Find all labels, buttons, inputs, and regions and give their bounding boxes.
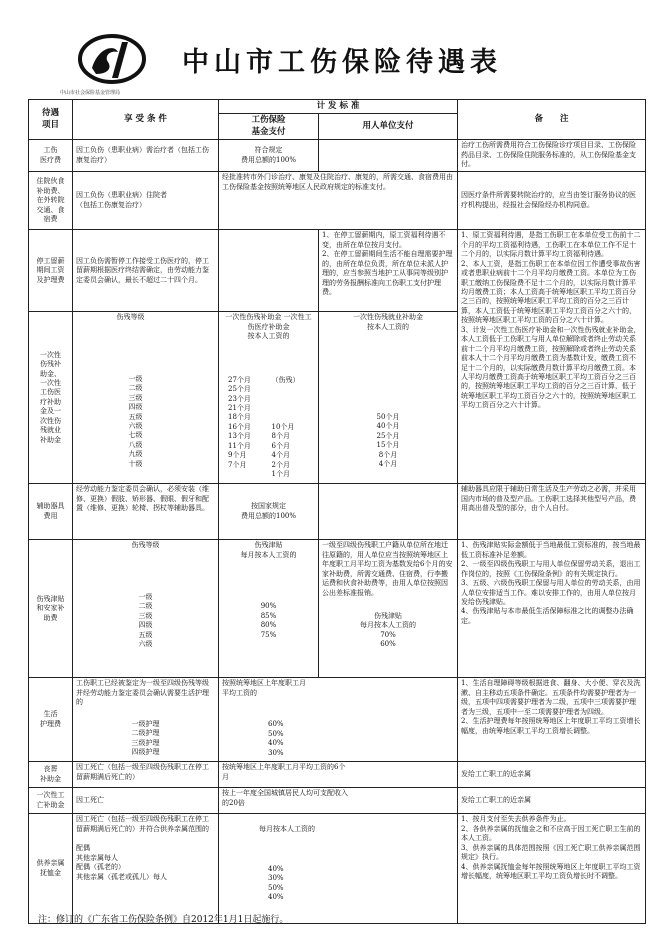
page-title: 中山市工伤保险待遇表: [182, 47, 502, 78]
grade-item: 二级: [138, 602, 153, 611]
grade-item: 一级: [138, 592, 153, 601]
item-cell: 住院伙食 补助费、 在外转院 交通、食 宿费: [29, 172, 73, 230]
item-cell: 一次性 伤残补 助金、 一次性 工伤医 疗补助 金及一 次性伤 残就业 补助金: [29, 312, 73, 484]
condition-cell: 因工死亡（包括一级至四级伤残职工在停工留薪期满后死亡的）: [73, 762, 219, 788]
table-row: [29, 230, 646, 312]
remark-cell: 辅助器具应限于辅助日常生活及生产劳动之必需，并采用国内市场的普及型产品。工伤职工选择其他型号产品，费用高出普及型的部分，由个人自付。: [458, 484, 646, 540]
month-value: 27个月: [228, 375, 251, 384]
grade-item: 三级: [128, 393, 143, 402]
month-value: 16个月: [228, 422, 251, 431]
remark-cell: 治疗工伤所需费用符合工伤保险诊疗项目目录、工伤保险药品目录、工伤保险住院服务标准的，从工伤保险基金支付。: [458, 140, 646, 172]
allowance-pct: [222, 602, 315, 659]
grade-item: 六级: [128, 422, 143, 431]
condition-cell: [73, 540, 219, 678]
pct-value: 90%: [260, 602, 277, 611]
fund-cell: 经批准转市外门诊治疗、康复及住院治疗、康复的，所需交通、食宿费用由工伤保险基金按照统筹地区人民政府规定的标准支付。: [219, 172, 458, 230]
month-value: 15个月: [376, 441, 400, 450]
item-cell: 停工留薪 期间工资 及护理费: [29, 230, 73, 312]
condition-cell: [73, 678, 219, 762]
fund-header: 伤残津贴 每月按本人工资的: [240, 541, 297, 559]
month-value: 2个月: [271, 460, 290, 469]
condition-cell: 因工负伤（患职业病）住院者 （包括工伤康复治疗）: [73, 172, 219, 230]
grade-item: 四级: [128, 403, 143, 412]
extra-header: （伤残）: [271, 375, 300, 384]
fund-cell: [219, 230, 319, 312]
col-header-condition: 享 受 条 件: [73, 100, 219, 140]
pct-value: 60%: [380, 640, 396, 649]
employer-cell: [319, 484, 458, 540]
fund-cell: [219, 814, 458, 924]
remark-cell: 发给工亡职工的近亲属: [458, 788, 646, 814]
grade-header: 伤残等级: [131, 541, 160, 550]
grade-item: 六级: [138, 640, 153, 649]
item-cell: 生活 护理费: [29, 678, 73, 762]
month-value: 8个月: [378, 450, 398, 459]
month-value: 18个月: [228, 413, 251, 422]
condition-cell: 因工死亡: [73, 788, 219, 814]
employer-cell: 1、在停工留薪期内，原工资福利待遇不变，由所在单位按月支付。 2、在停工留薪期间生活不能自理需要护理的，由所在单位负责，所在单位未派人护理的，应当参照当地护工从事同等级别护理的劳务报酬标准向工伤职工支付护理费。: [319, 230, 458, 312]
item-cell: 丧葬 补助金: [29, 762, 73, 788]
month-value: 11个月: [228, 441, 251, 450]
employer-header: 伤残津贴 每月按本人工资的: [360, 612, 416, 630]
dependent-item: 其他亲属（孤老或孤儿）每人: [76, 872, 167, 881]
si-logo-icon: [78, 34, 146, 84]
remark-cell: 1、按月支付至失去供养条件为止。 2、各供养亲属的抚恤金之和不应高于因工死亡职工生前的本人工资。 3、供养亲属的具体范围按照《因工死亡职工供养亲属范围规定》执行。 4、供养亲属抚恤金每年按照统筹地区上年度职工平均工资增长幅度，统筹地区职工平均工资负增长时不调整。: [458, 814, 646, 924]
grade-item: 七级: [128, 431, 143, 440]
table-row: [29, 172, 646, 230]
item-cell: 工伤 医疗费: [29, 140, 73, 172]
dependent-pct: [222, 865, 454, 903]
nursing-level-item: 四级护理: [131, 748, 160, 757]
grade-item: 十级: [128, 459, 143, 468]
fund-cell: [219, 540, 319, 678]
month-value: [272, 385, 316, 394]
grade-item: 五级: [138, 630, 153, 639]
table-row: [29, 140, 646, 172]
employer-header: 一次性伤残就业补助金 按本人工资的: [353, 313, 423, 331]
pct-value: 40%: [268, 864, 284, 873]
col-header-employer: 用人单位支付: [319, 114, 458, 140]
employer-cell: [319, 540, 458, 678]
month-value: 10个月: [271, 422, 295, 431]
nursing-level-item: 二级护理: [131, 729, 160, 738]
condition-cell: [73, 312, 219, 484]
grade-item: 四级: [138, 621, 153, 630]
pct-value: 40%: [268, 893, 284, 902]
remark-cell: 发给工亡职工的近亲属: [458, 762, 646, 788]
grade-item: 五级: [128, 412, 143, 421]
dependent-item: 其他亲属每人: [76, 853, 118, 862]
fund-cell: [219, 762, 458, 788]
nursing-level-item: 三级护理: [131, 738, 160, 747]
month-value: [322, 394, 454, 403]
table-row: [29, 814, 646, 924]
fund-cell: [219, 788, 458, 814]
fund-cell: [219, 678, 458, 762]
month-value: 1个月: [271, 470, 290, 479]
nursing-level-item: 一级护理: [131, 719, 160, 728]
nursing-levels: [76, 720, 215, 758]
medical-months: [222, 376, 272, 480]
pct-value: 80%: [260, 621, 277, 630]
month-value: [272, 395, 316, 404]
grade-list: [73, 375, 216, 469]
col-header-standard: 计 发 标 准: [219, 100, 458, 114]
logo-caption: 中山市社会保险基金管理局: [60, 90, 121, 96]
month-value: 25个月: [376, 431, 400, 440]
fund-header: 按照统筹地区上年度职工月 平均工资的: [222, 679, 306, 697]
condition-text: 因工死亡（包括一级至四级伤残职工在停工留薪期满后死亡的）并符合供养亲属范围的: [76, 815, 209, 833]
month-value: 40个月: [376, 422, 400, 431]
month-value: [322, 385, 454, 394]
month-value: 23个月: [228, 394, 251, 403]
month-value: 8个月: [271, 432, 290, 441]
table-row: [29, 762, 646, 788]
benefits-table: [28, 99, 646, 924]
disability-months: [272, 385, 316, 479]
remark-cell: 1、生活自理障碍等级根据进食、翻身、大小便、穿衣及洗漱、自主移动五项条件确定。五项条件均需要护理者为一级，五项中四项需要护理者为二级，五项中三项需要护理者为三级，五项中一至二项需要护理者为四级。 2、生活护理费每年按照统筹地区上年度职工平均工资增长幅度，由统筹地区职工平均工资增长调整。: [458, 678, 646, 762]
month-value: 13个月: [228, 432, 251, 441]
resettlement-text: 一级至四级伤残职工户籍从单位所在地迁往原籍的，用人单位应当按照统筹地区上年度职工月平均工资为基数发给6个月的安家补助费，所需交通费、住宿费，行李搬运费和伙食补助费等，由用人单位按照因公出差标准报销。: [322, 541, 453, 597]
item-cell: 伤残津贴 和安家补 助费: [29, 540, 73, 678]
month-value: 9个月: [228, 451, 247, 460]
month-value: 21个月: [228, 404, 251, 413]
condition-cell: 因工负伤（患职业病）需治疗者（包括工伤康复治疗）: [73, 140, 219, 172]
grade-item: 二级: [128, 384, 143, 393]
condition-cell: [73, 814, 219, 924]
grade-list: [76, 593, 215, 650]
fund-text: 按上一年度全国城镇居民人均可支配收入的20倍: [222, 789, 348, 807]
month-value: 4个月: [271, 451, 290, 460]
item-cell: 供养亲属 抚恤金: [29, 814, 73, 924]
item-cell: 辅助器具 费用: [29, 484, 73, 540]
month-value: [322, 404, 454, 413]
table-row: [29, 678, 646, 762]
grade-item: 九级: [128, 450, 143, 459]
table-row: [29, 788, 646, 814]
fund-header: 一次性伤残补助金 一次性工伤医疗补助金 按本人工资的: [225, 313, 312, 341]
remark-cell: 1、原工资福利待遇，是指工伤职工在本单位受工伤前十二个月的平均工资福利待遇，工伤职工在本单位工作不足十二个月的，以实际月数计算平均工资福利待遇。 2、本人工资，是指工伤职工在本单位因工作遭受事故伤害或者患职业病前十二个月平均月缴费工资。本单位为工伤职工缴纳工伤保险费不足十二个月的，以实际月数计算平均月缴费工资；本人工资高于统筹地区职工平均工资百分之三百的，按照统筹地区职工平均工资的百分之三百计算，本人工资低于统筹地区职工平均工资百分之六十的，按照统筹地区职工平均工资的百分之六十计算。 3、计发一次性工伤医疗补助金和一次性伤残就业补助金，本人工资低于工伤职工与用人单位解除或者终止劳动关系前十二个月平均月缴费工资，按照解除或者终止劳动关系前本人十二个月平均月缴费工资为基数计发，缴费工资不足十二个月的，以实际缴费月数计算平均月缴费工资。本人平均月缴费工资高于统筹地区职工平均工资百分之三百的，按照统筹地区职工平均工资的百分之三百计算，低于统筹地区职工平均工资百分之六十的，按照统筹地区职工平均工资百分之六十计算。: [458, 230, 646, 484]
grade-header: 伤残等级: [116, 313, 145, 322]
remark-cell: 因医疗条件所需要转院治疗的，应当由签订服务协议的医疗机构提出，经报社会保险经办机构同意。: [458, 172, 646, 230]
pct-value: 30%: [268, 748, 284, 757]
pct-value: 50%: [268, 883, 284, 892]
employment-months: [322, 375, 454, 469]
dependent-item: 配偶（孤老的）: [76, 863, 125, 872]
col-header-fund: 工伤保险 基金支付: [219, 114, 319, 140]
pct-value: [222, 649, 315, 658]
fund-text: 按统筹地区上年度职工月平均工资的6个月: [222, 763, 346, 781]
month-value: 25个月: [228, 385, 251, 394]
remark-cell: 1、伤残津贴实际金额低于当地最低工资标准的，按当地最低工资标准补足差额。 2、一级至四级伤残职工与用人单位保留劳动关系，退出工作岗位的，按照《工伤保险条例》的有关规定执行。 3、五级、六级伤残职工保留与用人单位的劳动关系，由用人单位安排适当工作。难以安排工作的，由用人单位按月发给伤残津贴。 4、伤残津贴与本市最低生活保障标准之比的调整办法确定。: [458, 540, 646, 678]
pct-value: 70%: [380, 630, 396, 639]
pct-value: 85%: [260, 611, 277, 620]
employer-pct: [322, 631, 454, 650]
month-value: [322, 375, 454, 384]
fund-cell: 符合规定 费用总额的100%: [219, 140, 319, 172]
col-header-remark: 备 注: [458, 100, 646, 140]
item-cell: 一次性工 亡补助金: [29, 788, 73, 814]
footnote: 注：修订的《广东省工伤保险条例》自2012年1月1日起施行。: [38, 915, 289, 925]
condition-text: 工伤职工已经被鉴定为一级至四级伤残等级并经劳动能力鉴定委员会确认需要生活护理的: [76, 679, 209, 707]
nursing-pct: [222, 720, 454, 758]
month-value: 7个月: [228, 460, 247, 469]
col-header-item: 待遇 项目: [29, 100, 73, 140]
pct-value: [222, 640, 315, 649]
employer-cell: [319, 140, 458, 172]
pct-value: 40%: [268, 739, 284, 748]
condition-cell: 经劳动能力鉴定委员会确认，必须安装（维修、更换）假肢、矫形器、假眼、假牙和配置（维修、更换）轮椅、拐杖等辅助器具。: [73, 484, 219, 540]
month-value: [272, 413, 316, 422]
month-value: [272, 404, 316, 413]
employer-cell: [319, 312, 458, 484]
fund-cell: [219, 312, 319, 484]
fund-header: 每月按本人工资的: [259, 825, 315, 834]
month-value: 6个月: [271, 441, 290, 450]
pct-value: 60%: [268, 720, 284, 729]
month-value: 4个月: [378, 460, 398, 469]
dependent-item: 配偶: [76, 844, 90, 853]
condition-cell: 因工负伤需暂停工作接受工伤医疗的，停工留薪期根据医疗终结需确定，由劳动能力鉴定委员会确认，最长不超过二十四个月。: [73, 230, 219, 312]
grade-item: 三级: [138, 611, 153, 620]
grade-item: 八级: [128, 440, 143, 449]
grade-item: 一级: [128, 374, 143, 383]
dependent-list: [76, 844, 215, 882]
fund-cell: 按国家规定 费用总额的100%: [219, 484, 319, 540]
month-value: 50个月: [376, 413, 400, 422]
pct-value: 30%: [268, 874, 284, 883]
table-row: [29, 484, 646, 540]
table-row: [29, 540, 646, 678]
pct-value: 50%: [268, 729, 284, 738]
pct-value: 75%: [260, 630, 277, 639]
